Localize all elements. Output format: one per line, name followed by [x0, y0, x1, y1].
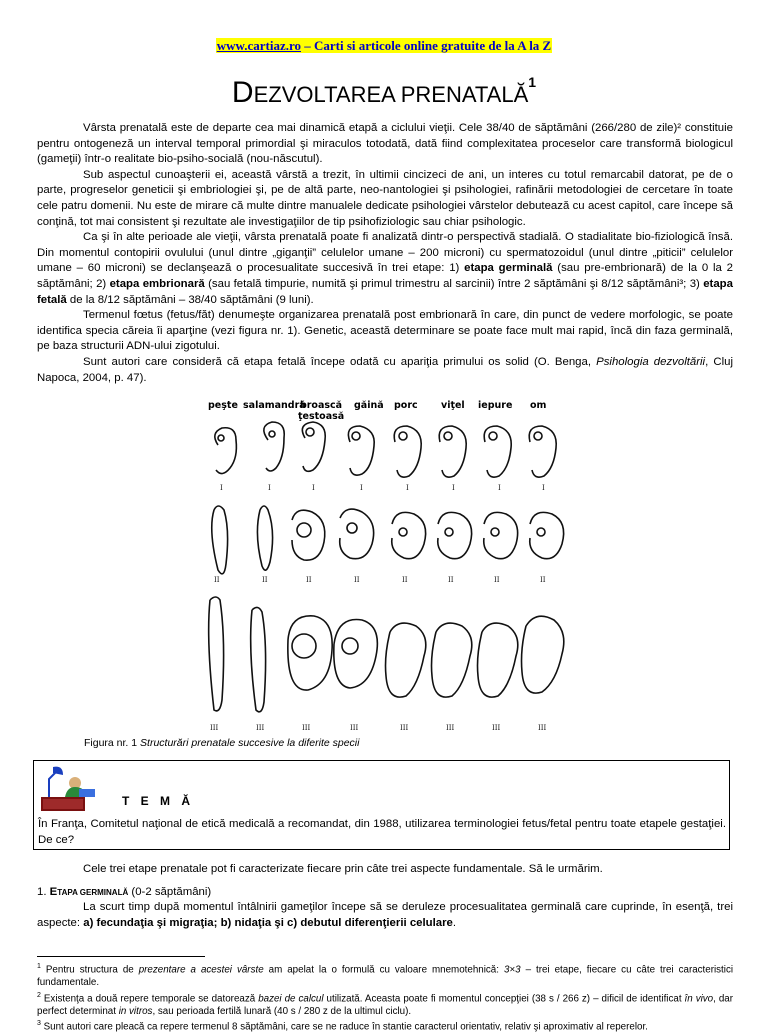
stage-label: III [302, 724, 311, 732]
stage-label: III [256, 724, 265, 732]
germinal-paragraph: La scurt timp după momentul întâlnirii gameţilor începe să se deruleze procesualitatea germinală care cuprinde, în esenţă, trei aspecte: a) fecundaţia şi migraţia; b) nidaţia şi c) debutul diferenţierii celulare. [37, 901, 733, 929]
figure-caption: Figura nr. 1 Structurări prenatale succesive la diferite specii [84, 737, 360, 749]
paragraph-4: Termenul fœtus (fetus/făt) denumeşte organizarea prenatală post embrionară în care, din punct de vedere morfologic, se poate identifica specia căreia îi aparţine (vezi figura nr. 1). Genetic, această determinare se poate face mult mai rapid, încă din faza germinală, pe baza structurii ADN-ului zigotului. [37, 309, 733, 353]
site-url-link[interactable]: www.cartiaz.ro [216, 38, 301, 53]
stage-label: I [360, 484, 363, 492]
embryo-comparison-figure [200, 400, 580, 735]
footnote-1: $^1$ Pentru structura de prezentare a acestei vârste am apelat la o formulă cu valoare mnemotehnică: 3×3 – trei etape, fiecare cu câte trei caracteristici fundamentale. [37, 963, 734, 988]
title-rest: EZVOLTAREA PRENATALĂ [253, 82, 529, 107]
stage-label: II [448, 576, 454, 584]
stage-label: III [350, 724, 359, 732]
desk-lamp-icon [39, 765, 99, 813]
germinal-aspects: a) fecundaţia şi migraţia; b) nidaţia şi c) debutul diferenţierii celulare [83, 916, 453, 929]
page-title [0, 76, 768, 110]
stage-label: I [542, 484, 545, 492]
section-heading: 1. ETAPA GERMINALĂ (0-2 săptămâni) [37, 885, 212, 898]
stage-label: I [498, 484, 501, 492]
species-label: viţel [441, 400, 465, 411]
stage-label: I [406, 484, 409, 492]
paragraph-5: Sunt autori care consideră că etapa fetală începe odată cu apariţia primului os solid (O. Benga, Psihologia dezvoltării, Cluj Napoca, 2004, p. 47). [37, 355, 733, 384]
stage-label: II [354, 576, 360, 584]
site-tagline: – Carti si articole online gratuite de la A la Z [301, 38, 552, 53]
site-banner [0, 38, 768, 54]
stage-label: II [540, 576, 546, 584]
stage-label: II [306, 576, 312, 584]
tema-text: În Franţa, Comitetul naţional de etică medicală a recomandat, din 1988, utilizarea terminologiei fetus/fetal pentru toate etapele gestaţiei. De ce? [38, 818, 726, 846]
stage-label: III [446, 724, 455, 732]
stage-label: III [492, 724, 501, 732]
stage-label: II [494, 576, 500, 584]
intro-body [37, 121, 733, 386]
term-embrionar: etapa embrionară [109, 277, 205, 290]
species-label: broască ţestoasă [298, 400, 345, 422]
footnote-3: $^3$ Sunt autori care pleacă ca repere termenul 8 săptămâni, care se ne raduce în stantie caracterul orientativ, relativ şi aproximativ al reperelor. [37, 1020, 648, 1033]
stage-label: III [210, 724, 219, 732]
term-germinal: etapa germinală [464, 262, 553, 275]
stage-label: I [312, 484, 315, 492]
stage-label: III [538, 724, 547, 732]
book-title: Psihologia dezvoltării [596, 355, 706, 368]
stage-label: I [452, 484, 455, 492]
footnote-divider [37, 956, 205, 957]
tema-box [33, 760, 730, 850]
title-initial: D [231, 76, 254, 109]
section-content [37, 862, 733, 931]
species-label: găină [354, 400, 384, 411]
term-fetal: etapa fetală [37, 277, 733, 306]
paragraph-2: Sub aspectul cunoaşterii ei, această vârstă a trezit, în ultimii cincizeci de ani, un interes cu totul remarcabil datorat, pe de o parte, progreselor geneticii şi embriologiei şi, pe de altă parte, neo-nantologiei şi psihologiei, rafinării metodologiei de cercetare în toate cele patru domenii. Nu este de mirare că multe dintre manualele dedicate psihologiei vârstelor debutează cu acest capitol, care începe să conţină, tot mai consistent şi rezultate ale investigaţiilor de tip psihofiziologic sau chiar psihologic. [37, 168, 733, 228]
paragraph-3: Ca şi în alte perioade ale vieţii, vârsta prenatală poate fi analizată dintr-o perspectivă stadială. O stadialitate bio-fiziologică însă. Din momentul contopirii ovulului (unul dintre „giganţii” celulelor umane – 200 microni) cu spermatozoidul (unul dintre „piticii” celulelor umane – 60 microni) se declanşează o procesualitate succesivă în trei etape: 1) etapa germinală (sau pre-embrionară) de la 0 la 2 săptămâni; 2) etapa embrionară (sau fetală timpurie, numită şi primul trimestru al sarcinii) între 2 săptămâni şi 8/12 săptămâni³; 3) etapa fetală de la 8/12 săptămâni – 38/40 săptămâni (9 luni). [37, 231, 733, 306]
stage-label: I [220, 484, 223, 492]
footnote-2: $^2$ Existenţa a două repere temporale se datorează bazei de calcul utilizată. Aceasta poate fi momentul concepţiei (38 s / 266 z) – dificil de identificat în vivo, dar perfect determinat in vitros, sau perioada fertilă lunară (40 s / 280 z de la ultimul ciclu). [37, 992, 734, 1017]
stage-label: I [268, 484, 271, 492]
stage-label: II [402, 576, 408, 584]
stage-label: II [214, 576, 220, 584]
species-label: salamandră [243, 400, 306, 411]
species-label: om [530, 400, 547, 411]
stage-label: II [262, 576, 268, 584]
intro-sentence: Cele trei etape prenatale pot fi caracterizate fiecare prin câte trei aspecte fundamentale. Să le urmărim. [83, 863, 603, 875]
species-label: peşte [208, 400, 238, 411]
paragraph-1: Vârsta prenatală este de departe cea mai dinamică etapă a ciclului vieţii. Cele 38/40 de săptămâni (266/280 de zile)² constituie pentru ontogeneză un interval temporal primordial şi miraculos totodată, dată fiind complexitatea proceselor care transformă biologicul (gameţii) într-o realitate bio-psiho-socială (nou-născutul). [37, 122, 733, 166]
species-label: porc [394, 400, 418, 411]
stage-label: III [400, 724, 409, 732]
tema-label: T E M Ă [122, 794, 194, 808]
title-footnote-ref[interactable]: 1 [528, 74, 537, 90]
species-label: iepure [478, 400, 513, 411]
